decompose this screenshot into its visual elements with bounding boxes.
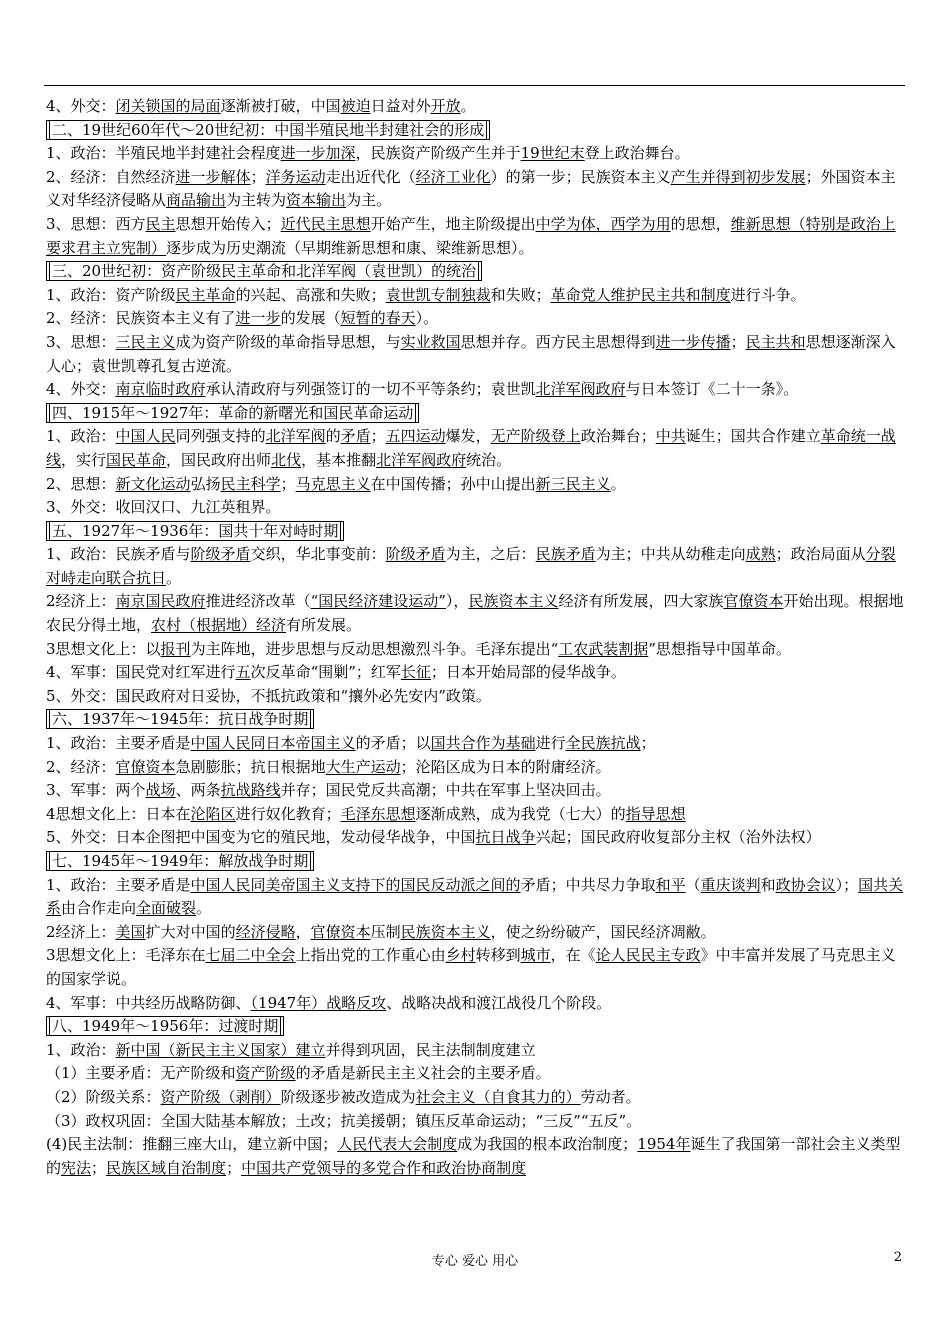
paragraph (46, 874, 906, 921)
underlined-term: 指导思想 (625, 804, 686, 823)
underlined-term: 国共关系 (46, 875, 904, 918)
text-run: 成为我国的根本政治制度； (457, 1135, 638, 1154)
underlined-term: 产生并得到初步发展 (670, 167, 806, 186)
section-heading-box (46, 851, 314, 871)
text-run: ； (226, 1158, 242, 1177)
text-run: 阶级逐步被改造成为 (280, 1087, 416, 1106)
text-run: ；政治局面从 (775, 545, 866, 564)
section-heading-box (46, 709, 314, 729)
section-heading (46, 402, 906, 426)
paragraph (46, 638, 906, 662)
underlined-term: 南京临时政府 (115, 380, 206, 399)
text-run: 逐渐被打破，中国 (220, 97, 341, 115)
text-run: 4、外交： (46, 380, 116, 399)
underlined-term: 1954年 (637, 1135, 691, 1154)
text-run: 的兴起、高涨和失败； (235, 285, 386, 304)
paragraph (46, 1086, 906, 1110)
underlined-term: 工农武装割据 (558, 639, 649, 658)
text-run: 逐步成为历史潮流（早期维新思想和康、梁维新思想）。 (166, 238, 534, 257)
paragraph (46, 590, 906, 637)
text-run: 1、政治： (46, 427, 116, 446)
section-heading-box (46, 521, 344, 541)
underlined-term: 抗战路线 (220, 781, 281, 800)
text-run: ； (280, 474, 296, 493)
underlined-term: 宪法 (61, 1158, 92, 1177)
text-run: 4、军事：中共经历战略防御、 (46, 993, 251, 1012)
underlined-term: 北洋军阀 (265, 427, 326, 446)
paragraph (46, 142, 906, 166)
paragraph (46, 213, 906, 260)
paragraph (46, 1062, 906, 1086)
paragraph (46, 496, 906, 520)
underlined-term: 官僚资本 (115, 757, 176, 776)
text-run: 统治。 (466, 450, 512, 469)
paragraph (46, 95, 906, 119)
text-run: 由合作走向 (61, 899, 137, 918)
underlined-term: 洋务运动 (265, 167, 326, 186)
text-run: 2、经济：自然经济 (46, 167, 176, 186)
text-run: 思想开始传入； (175, 214, 281, 233)
underlined-term: 近代民主思想 (280, 214, 371, 233)
text-run: 二、19世纪60年代～20世纪初：中国半殖民地半封建社会的形成 (49, 120, 487, 140)
text-run: 的发展（ (280, 309, 341, 328)
text-run: (4)民主法制：推翻三座大山，建立新中国； (46, 1135, 338, 1154)
underlined-term: 进一步加深 (280, 144, 356, 163)
text-run: （2）阶级关系： (46, 1087, 161, 1106)
text-run: 为主。 (346, 191, 392, 210)
text-run: 进行斗争。 (730, 285, 806, 304)
text-run: （ (685, 875, 701, 894)
text-run: 1、政治：资产阶级 (46, 285, 176, 304)
underlined-term: 官僚资本 (310, 922, 371, 941)
underlined-term: （1947年）战略反攻 (250, 993, 387, 1012)
underlined-term: 北洋军阀政府 (376, 450, 467, 469)
text-run: ，基本推翻 (301, 450, 377, 469)
text-run: （3）政权巩固：全国大陆基本解放；土改；抗美援朝；镇压反革命运动；“三反”“五反”。 (46, 1111, 642, 1130)
paragraph (46, 685, 906, 709)
text-run: ； (91, 1158, 107, 1177)
underlined-term: 闭关锁国的局面 (115, 97, 221, 115)
paragraph (46, 661, 906, 685)
section-heading-box (46, 120, 490, 140)
text-run: 3、思想： (46, 332, 116, 351)
underlined-term: 战场 (145, 781, 176, 800)
paragraph (46, 473, 906, 497)
underlined-term: 民主 (145, 214, 176, 233)
underlined-term: 19世纪末 (520, 144, 585, 163)
underlined-term: 官僚资本 (723, 592, 784, 611)
text-run: 4思想文化上：日本在 (46, 804, 191, 823)
underlined-term: 民族矛盾 (535, 545, 596, 564)
underlined-term: 中国人民同日本帝国主义 (190, 734, 356, 753)
text-run: 走出近代化（ (325, 167, 416, 186)
text-run: 1、政治：主要矛盾是 (46, 875, 191, 894)
underlined-term: 资本输出 (286, 191, 347, 210)
section-heading (46, 850, 906, 874)
text-run: 的 (325, 427, 341, 446)
underlined-term: 革命党人维护民主共和制度 (550, 285, 731, 304)
text-run: 成为资产阶级的革命指导思想，与 (175, 332, 401, 351)
text-run: 、战略决战和渡江战役几个阶段。 (386, 993, 612, 1012)
underlined-term: 资产阶级 (235, 1064, 296, 1083)
text-run: 5、外交：日本企图把中国变为它的殖民地，发动侵华战争，中国 (46, 828, 476, 847)
text-run: 5、外交：国民政府对日妥协，不抵抗政策和“攘外必先安内”政策。 (46, 686, 491, 705)
text-run: 3、军事：两个 (46, 781, 146, 800)
paragraph (46, 921, 906, 945)
paragraph (46, 826, 906, 850)
text-run: 爆发， (445, 427, 491, 446)
underlined-term: 商品输出 (166, 191, 227, 210)
text-run: 3思想文化上：毛泽东在 (46, 946, 206, 965)
underlined-term: 国民革命 (106, 450, 167, 469)
underlined-term: 民族资本主义 (400, 922, 491, 941)
section-heading (46, 1015, 906, 1039)
underlined-term: 大生产运动 (325, 757, 401, 776)
text-run: ； (640, 734, 656, 753)
text-run: ）； (835, 875, 859, 894)
underlined-term: 成熟 (745, 545, 776, 564)
underlined-term: 五四运动 (385, 427, 446, 446)
underlined-term: 中共 (655, 427, 686, 446)
paragraph (46, 1133, 906, 1180)
text-run: 八、1949年～1956年：过渡时期 (49, 1016, 281, 1036)
text-run: 矛盾；中共尽力争取 (520, 875, 656, 894)
underlined-term: 全民族抗战 (565, 734, 641, 753)
underlined-term: 阶级矛盾 (385, 545, 446, 564)
underlined-term: 五 (235, 663, 251, 682)
text-run: 诞生了我国第一部社会主义类型的 (46, 1135, 901, 1177)
text-run: 1、政治：民族矛盾与 (46, 545, 191, 564)
text-run: 和失败； (490, 285, 551, 304)
underlined-term: 抗日战争 (475, 828, 536, 847)
text-run: ”思想指导中国革命。 (648, 639, 791, 658)
paragraph (46, 779, 906, 803)
text-run: 压制 (370, 922, 401, 941)
text-run: ； (730, 332, 746, 351)
underlined-term: 长征 (400, 663, 431, 682)
underlined-term: 开放 (430, 97, 461, 115)
paragraph (46, 543, 906, 590)
text-run: 次反革命“围剿”；红军 (250, 663, 401, 682)
text-run: 的矛盾；以 (355, 734, 431, 753)
text-run: 并得到巩固，民主法制制度建立 (325, 1040, 536, 1059)
underlined-term: 矛盾 (340, 427, 371, 446)
section-heading-box (46, 403, 419, 423)
text-run: 4、军事：国民党对红军进行 (46, 663, 236, 682)
underlined-term: 中学为体，西学为用 (535, 214, 671, 233)
underlined-term: 三民主义 (115, 332, 176, 351)
underlined-term: 实业救国 (400, 332, 461, 351)
text-run: 1、政治：半殖民地半封建社会程度 (46, 144, 281, 163)
text-run: ）， (445, 592, 469, 611)
paragraph (46, 284, 906, 308)
text-run: 3思想文化上：以 (46, 639, 161, 658)
text-run: 2经济上： (46, 922, 116, 941)
underlined-term: 民主科学 (220, 474, 281, 493)
text-run: 。 (166, 568, 182, 587)
text-run: 兴起；国民政府收复部分主权（治外法权） (535, 828, 821, 847)
text-run: 。 (460, 97, 476, 115)
paragraph (46, 732, 906, 756)
underlined-term: 七届二中全会 (205, 946, 296, 965)
underlined-term: 资产阶级（剥削） (160, 1087, 281, 1106)
underlined-term: 社会主义（自食其力的） (415, 1087, 581, 1106)
underlined-term: 中国人民 (115, 427, 176, 446)
text-run: 2经济上： (46, 592, 116, 611)
page-number: 2 (893, 1250, 902, 1265)
text-run: 推进经济改革（ (205, 592, 311, 611)
underlined-term: 新三民主义 (535, 474, 611, 493)
text-run: 1、政治： (46, 1040, 116, 1059)
text-run: 与日本签订《二十一条》。 (625, 380, 799, 399)
underlined-term: 中国共产党领导的多党合作和政治协商制度 (241, 1158, 527, 1177)
paragraph (46, 307, 906, 331)
underlined-term: 全面破裂 (136, 899, 197, 918)
text-run: 》中丰富并发展了马克思主义的国家学说。 (46, 946, 896, 988)
text-run: 逐渐成熟，成为我党（七大）的 (415, 804, 626, 823)
paragraph (46, 331, 906, 378)
text-run: 扩大对中国的 (145, 922, 236, 941)
paragraph (46, 944, 906, 991)
text-run: 进行 (535, 734, 566, 753)
text-run: 开始产生，地主阶级提出 (370, 214, 536, 233)
text-run: ，民族资产阶级产生并于 (355, 144, 521, 163)
text-run: 登上政治舞台。 (584, 144, 690, 163)
underlined-term: 农村（根据地）经济 (151, 616, 287, 635)
text-run: 弘扬 (190, 474, 221, 493)
text-run: 急剧膨胀；抗日根据地 (175, 757, 326, 776)
text-run: 2、经济：民族资本主义有了 (46, 309, 236, 328)
text-run: 4、外交： (46, 97, 116, 115)
section-heading-box (46, 1016, 284, 1036)
underlined-term: 进一步传播 (655, 332, 731, 351)
text-run: 进行奴化教育； (235, 804, 341, 823)
text-run: 四、1915年～1927年：革命的新曙光和国民革命运动 (49, 403, 416, 423)
underlined-term: 民主革命 (175, 285, 236, 304)
underlined-term: 重庆谈判 (700, 875, 761, 894)
text-run: ；沦陷区成为日本的附庸经济。 (400, 757, 611, 776)
text-run: 有所发展。 (286, 616, 362, 635)
underlined-term: 政协会议 (775, 875, 836, 894)
underlined-term: 分裂对峙走向联合抗日 (46, 545, 896, 587)
section-heading (46, 260, 906, 284)
text-run: ； (370, 427, 386, 446)
text-run: 政治舞台； (580, 427, 656, 446)
underlined-term: 短暂的春天 (340, 309, 416, 328)
text-run: 在中国传播；孙中山提出 (370, 474, 536, 493)
underlined-term: 进一步 (235, 309, 281, 328)
paragraph (46, 378, 906, 402)
text-run: 转移到 (475, 946, 521, 965)
underlined-term: 南京国民政府 (115, 592, 206, 611)
text-run: 同列强支持的 (175, 427, 266, 446)
underlined-term: 国共合作为基础 (430, 734, 536, 753)
text-run: ）的第一步；民族资本主义 (490, 167, 671, 186)
underlined-term: 被迫 (340, 97, 371, 115)
text-run: 为主，之后： (445, 545, 536, 564)
text-run: 交织，华北事变前： (250, 545, 386, 564)
underlined-term: 北洋军阀政府 (535, 380, 626, 399)
underlined-term: 中国人民同美帝国主义支持下的国民反动派之间的 (190, 875, 521, 894)
text-run: 和 (760, 875, 776, 894)
underlined-term: 毛泽东思想 (340, 804, 416, 823)
text-run: 3、外交：收回汉口、九江英租界。 (46, 498, 281, 517)
underlined-term: 袁世凯专制独裁 (385, 285, 491, 304)
underlined-term: 进一步解体 (175, 167, 251, 186)
paragraph (46, 756, 906, 780)
text-run: ，国民政府出师 (166, 450, 272, 469)
text-run: 经济有所发展，四大家族 (558, 592, 724, 611)
section-heading (46, 708, 906, 732)
paragraph (46, 166, 906, 213)
text-run: 开始出现。根据地农民分得土地， (46, 592, 904, 635)
text-run: ，实行 (61, 450, 107, 469)
underlined-term: 经济工业化 (415, 167, 491, 186)
text-run: 七、1945年～1949年：解放战争时期 (49, 851, 311, 871)
text-run: 思想并存。西方民主思想得到 (460, 332, 656, 351)
paragraph (46, 425, 906, 472)
underlined-term: 革命统一战线 (46, 427, 896, 469)
underlined-term: 沦陷区 (190, 804, 236, 823)
text-run: 承认清政府与列强签订的一切不平等条约；袁世凯 (205, 380, 536, 399)
underlined-term: 报刊 (160, 639, 191, 658)
section-heading (46, 520, 906, 544)
section-heading-box (46, 261, 482, 281)
footer-motto: 专心 爱心 用心 (431, 1254, 519, 1269)
text-run: 的思想， (670, 214, 731, 233)
text-run: 为主阵地，进步思想与反动思想激烈斗争。毛泽东提出“ (190, 639, 559, 658)
text-run: 、两条 (175, 781, 221, 800)
text-run: 并存；国民党反共高潮；中共在军事上坚决回击。 (280, 781, 611, 800)
underlined-term: 民主共和 (745, 332, 806, 351)
text-run: 五、1927年～1936年：国共十年对峙时期 (49, 521, 341, 541)
underlined-term: 人民代表大会制度 (337, 1135, 458, 1154)
header-rule (44, 85, 905, 86)
text-run: 的矛盾是新民主主义社会的主要矛盾。 (295, 1064, 551, 1083)
paragraph (46, 1110, 906, 1134)
section-heading (46, 119, 906, 143)
underlined-term: 民族区域自治制度 (106, 1158, 227, 1177)
underlined-term: 乡村 (445, 946, 476, 965)
text-run: 六、1937年～1945年：抗日战争时期 (49, 709, 311, 729)
text-run: 。 (196, 899, 212, 918)
text-run: 思想逐渐深入人心；袁世凯尊孔复古逆流。 (46, 332, 896, 375)
text-run: ，在《 (550, 946, 596, 965)
text-run: 。 (610, 474, 626, 493)
text-run: 诞生；国共合作建立 (685, 427, 821, 446)
text-run: 为主；中共从幼稚走向 (595, 545, 746, 564)
text-run: 2、思想： (46, 474, 116, 493)
text-run: 三、20世纪初：资产阶级民主革命和北洋军阀（袁世凯）的统治 (49, 261, 479, 281)
underlined-term: 无产阶级登上 (490, 427, 581, 446)
text-run: 劳动者。 (580, 1087, 641, 1106)
text-run: ，使之纷纷破产，国民经济凋敝。 (490, 922, 716, 941)
underlined-term: 马克思主义 (295, 474, 371, 493)
text-run: ；日本开始局部的侵华战争。 (430, 663, 626, 682)
underlined-term: 北伐 (271, 450, 302, 469)
underlined-term: 阶级矛盾 (190, 545, 251, 564)
underlined-term: 经济侵略 (235, 922, 296, 941)
underlined-term: 民族资本主义 (468, 592, 559, 611)
text-run: 3、思想：西方 (46, 214, 146, 233)
text-run: ）。 (415, 309, 439, 328)
underlined-term: 维新思想（特别是政治上要求君主立宪制） (46, 214, 896, 257)
underlined-term: 美国 (115, 922, 146, 941)
paragraph (46, 1039, 906, 1063)
underlined-term: 新文化运动 (115, 474, 191, 493)
text-run: ， (295, 922, 311, 941)
text-run: （1）主要矛盾：无产阶级和 (46, 1064, 236, 1083)
underlined-term: 论人民民主专政 (595, 946, 701, 965)
document-body (46, 95, 906, 1180)
paragraph (46, 992, 906, 1016)
underlined-term: 城市 (520, 946, 551, 965)
text-run: ； (250, 167, 266, 186)
page-footer (0, 1250, 950, 1274)
text-run: 上指出党的工作重心由 (295, 946, 446, 965)
underlined-term: “国民经济建设运动” (310, 592, 446, 611)
paragraph (46, 803, 906, 827)
underlined-term: 和平 (655, 875, 686, 894)
text-run: 为主转为 (226, 191, 287, 210)
underlined-term: 新中国（新民主主义国家）建立 (115, 1040, 326, 1059)
text-run: ；外国资本主义对华经济侵略从 (46, 167, 896, 210)
text-run: 2、经济： (46, 757, 116, 776)
text-run: 日益对外 (370, 97, 431, 115)
text-run: 1、政治：主要矛盾是 (46, 734, 191, 753)
